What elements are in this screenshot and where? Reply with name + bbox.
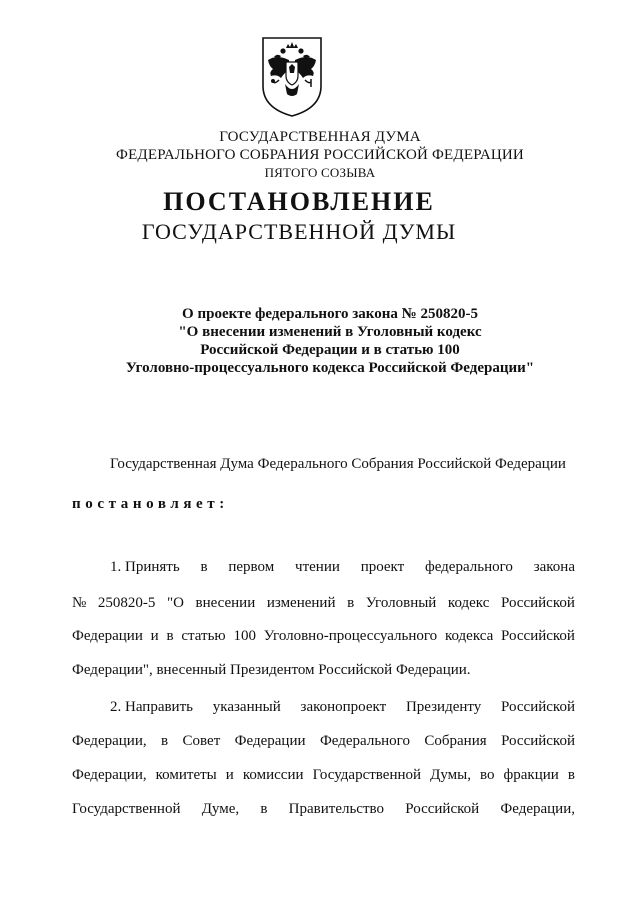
text-word: Думе,	[201, 801, 240, 817]
subject-line: О проекте федерального закона № 250820-5	[182, 306, 478, 322]
convocation: ПЯТОГО СОЗЫВА	[264, 165, 376, 180]
text-word: Федерации,	[72, 767, 147, 783]
text-word: указанный	[212, 699, 281, 715]
text-word: Президенту	[405, 699, 482, 715]
preamble: Государственная Дума Федерального Собрания Российской Федерации	[110, 456, 566, 472]
text-word: проект	[360, 559, 405, 575]
text-word: закона	[533, 559, 575, 575]
text-word: в	[200, 559, 208, 575]
item-1-line	[110, 557, 575, 577]
text-word: Российской	[501, 628, 575, 644]
text-word: кодекс	[447, 595, 490, 611]
text-word: №	[72, 595, 87, 611]
text-word: Российской	[501, 699, 575, 715]
text-word: в	[166, 628, 174, 644]
item-1-line	[72, 626, 575, 646]
text-word: фракции	[503, 767, 559, 783]
text-word: Государственной	[72, 801, 181, 817]
institution-name: ГОСУДАРСТВЕННАЯ ДУМА	[219, 129, 421, 145]
text-word: первом	[228, 559, 275, 575]
text-word: Федерации	[72, 628, 143, 644]
text-word: внесении	[195, 595, 256, 611]
item-1-line	[72, 593, 575, 613]
text-word: Федерации,	[500, 801, 575, 817]
item-2-line	[110, 697, 575, 717]
text-word: Российской	[405, 801, 480, 817]
text-word: в	[567, 767, 575, 783]
text-word: 100	[233, 628, 256, 644]
text-word: комиссии	[242, 767, 304, 783]
text-word: 2. Направить	[110, 699, 193, 715]
text-word: Государственной	[312, 767, 422, 783]
text-word: 1. Принять	[110, 559, 180, 575]
text-word: в	[161, 733, 169, 749]
text-word: Правительство	[288, 801, 385, 817]
text-word: "О	[166, 595, 184, 611]
text-word: Федерального	[319, 733, 410, 749]
text-word: Совет	[182, 733, 221, 749]
coat-of-arms-icon	[259, 36, 325, 118]
text-word: и	[150, 628, 159, 644]
subject-line: Российской Федерации и в статью 100	[200, 342, 460, 358]
item-2-line	[72, 765, 575, 785]
item-2-line	[72, 731, 575, 751]
text-word: статью	[181, 628, 226, 644]
text-word: Уголовно-процессуального	[263, 628, 438, 644]
text-word: кодекса	[444, 628, 494, 644]
text-word: Российской	[500, 595, 575, 611]
text-word: в	[347, 595, 355, 611]
text-word: изменений	[266, 595, 336, 611]
text-word: Федерации	[234, 733, 306, 749]
subject-line: Уголовно-процессуального кодекса Российской Федерации"	[125, 360, 535, 376]
text-word: чтении	[295, 559, 340, 575]
text-word: законопроект	[300, 699, 387, 715]
decree-word: постановляет:	[72, 496, 229, 512]
institution-full-name: ФЕДЕРАЛЬНОГО СОБРАНИЯ РОССИЙСКОЙ ФЕДЕРАЦИИ	[116, 147, 524, 163]
text-word: федерального	[425, 559, 513, 575]
item-2-line	[72, 799, 575, 819]
text-word: 250820-5	[97, 595, 156, 611]
text-word: Думы,	[430, 767, 471, 783]
text-word: в	[260, 801, 268, 817]
text-word: Российской	[501, 733, 575, 749]
document-issuer-subtitle: ГОСУДАРСТВЕННОЙ ДУМЫ	[141, 219, 457, 244]
text-word: во	[480, 767, 495, 783]
text-word: Уголовный	[365, 595, 437, 611]
text-word: Федерации,	[72, 733, 147, 749]
text-word: комитеты	[155, 767, 217, 783]
text-word: Собрания	[424, 733, 487, 749]
document-type-title: ПОСТАНОВЛЕНИЕ	[163, 187, 435, 216]
text-word: и	[225, 767, 234, 783]
subject-line: "О внесении изменений в Уголовный кодекс	[178, 324, 482, 340]
item-1-line: Федерации", внесенный Президентом Российской Федерации.	[72, 662, 471, 678]
